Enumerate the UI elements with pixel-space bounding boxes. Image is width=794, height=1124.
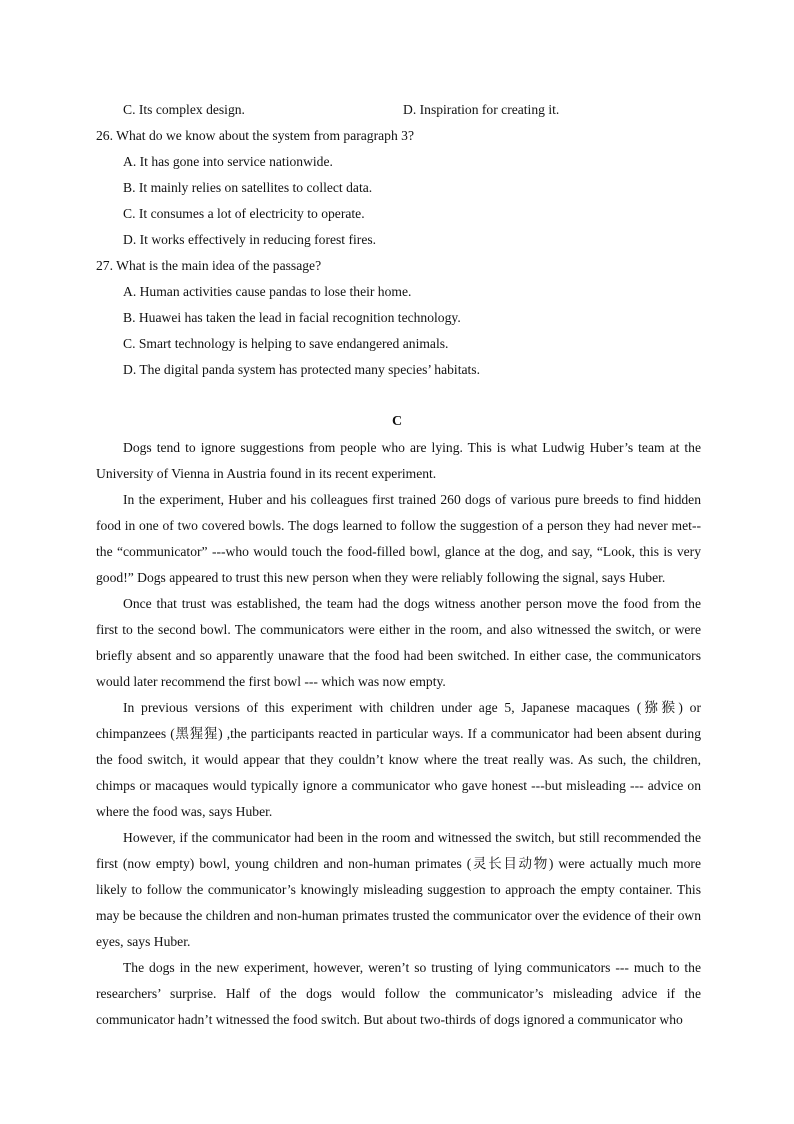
passage-paragraph: The dogs in the new experiment, however, weren’t so trusting of lying communicators --- much to the researchers’ surprise. Half of the dogs would follow the communicator’s misleading advice if the communicator hadn’t witnessed the food switch. But about two-thirds of dogs ignored a communicator who xyxy=(96,960,701,1027)
q26-option-b: B. It mainly relies on satellites to collect data. xyxy=(123,180,373,195)
q26-option-a: A. It has gone into service nationwide. xyxy=(123,154,333,169)
q27-stem: 27. What is the main idea of the passage? xyxy=(96,258,322,273)
passage-paragraph: However, if the communicator had been in the room and witnessed the switch, but still recommended the first (now empty) bowl, young children and non-human primates (灵长目动物) were actually much more likely to follow the communicator’s knowingly misleading suggestion to approach the empty container. This may be because the children and non-human primates trusted the communicator over the evidence of their own eyes, says Huber. xyxy=(96,830,701,949)
section-title: C xyxy=(391,414,403,429)
passage-paragraph: Dogs tend to ignore suggestions from people who are lying. This is what Ludwig Huber’s team at the University of Vienna in Austria found in its recent experiment. xyxy=(96,440,701,481)
q26-option-d: D. It works effectively in reducing forest fires. xyxy=(123,232,377,247)
passage-paragraph: In the experiment, Huber and his colleagues first trained 260 dogs of various pure breeds to find hidden food in one of two covered bowls. The dogs learned to follow the suggestion of a person they had never met-- the “communicator” ---who would touch the food-filled bowl, glance at the dog, and say, “Look, this is very good!” Dogs appeared to trust this new person when they were reliably following the signal, says Huber. xyxy=(96,492,701,585)
q27-option-c: C. Smart technology is helping to save endangered animals. xyxy=(123,336,449,351)
q27-option-b: B. Huawei has taken the lead in facial recognition technology. xyxy=(123,310,461,325)
q26-stem: 26. What do we know about the system from paragraph 3? xyxy=(96,128,414,143)
q25-option-d: D. Inspiration for creating it. xyxy=(403,102,560,117)
q26-option-c: C. It consumes a lot of electricity to operate. xyxy=(123,206,365,221)
passage-paragraph: Once that trust was established, the team had the dogs witness another person move the food from the first to the second bowl. The communicators were either in the room, and also witnessed the switch, or were briefly absent and so apparently unaware that the food had been switched. In either case, the communicators would later recommend the first bowl --- which was now empty. xyxy=(96,596,701,689)
q27-option-d: D. The digital panda system has protected many species’ habitats. xyxy=(123,362,480,377)
q27-option-a: A. Human activities cause pandas to lose their home. xyxy=(123,284,412,299)
passage-paragraph: In previous versions of this experiment with children under age 5, Japanese macaques (猕猴) or chimpanzees (黑猩猩) ,the participants reacted in particular ways. If a communicator had been absent during the food switch, it would appear that they couldn’t know where the treat really was. As such, the children, chimps or macaques would typically ignore a communicator who gave honest ---but misleading --- advice on where the food was, says Huber. xyxy=(96,700,701,819)
q25-option-c: C. Its complex design. xyxy=(123,102,245,117)
